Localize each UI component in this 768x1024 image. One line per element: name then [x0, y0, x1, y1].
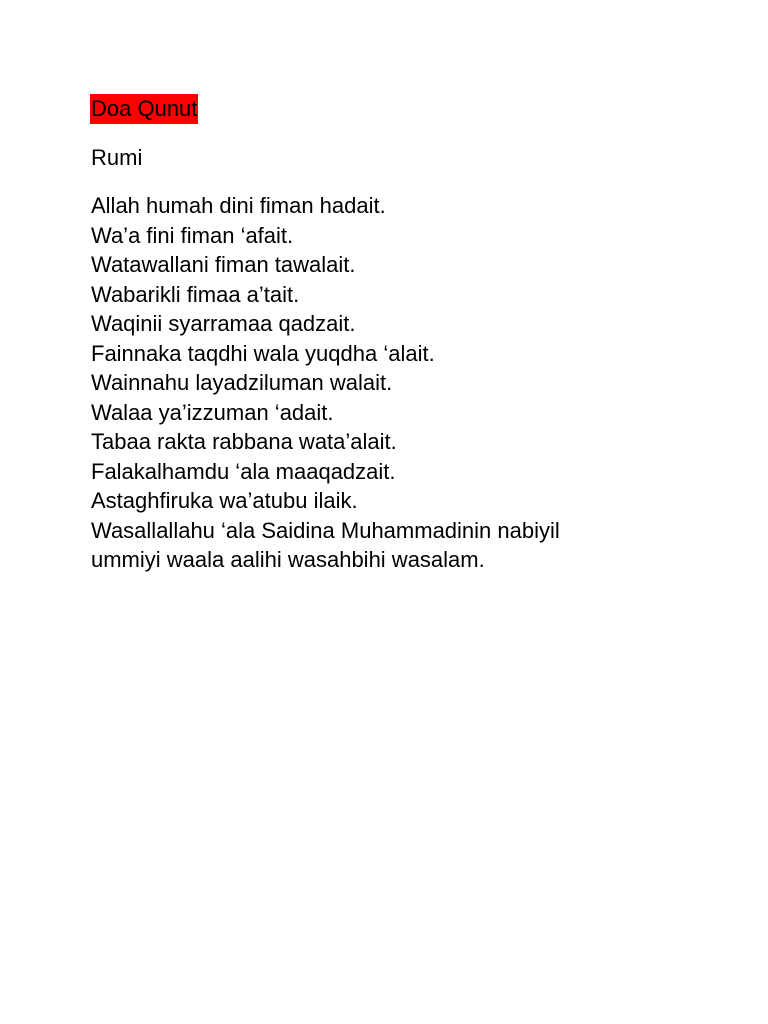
prayer-line: Waqinii syarramaa qadzait. — [91, 311, 356, 336]
prayer-line: Wainnahu layadziluman walait. — [91, 370, 393, 395]
prayer-text — [91, 191, 731, 575]
prayer-line: Tabaa rakta rabbana wata’alait. — [91, 429, 397, 454]
prayer-line: Astaghfiruka wa’atubu ilaik. — [91, 488, 358, 513]
prayer-line: ummiyi waala aalihi wasahbihi wasalam. — [91, 547, 485, 572]
prayer-line: Wabarikli fimaa a’tait. — [91, 281, 300, 307]
prayer-line: Allah humah dini fiman hadait. — [91, 193, 386, 218]
document-title: Doa Qunut — [90, 94, 198, 124]
prayer-line: Walaa ya’izzuman ‘adait. — [91, 399, 334, 425]
document-subtitle: Rumi — [91, 145, 143, 170]
prayer-line: Fainnaka taqdhi wala yuqdha ‘alait. — [91, 340, 435, 366]
prayer-line: Wa’a fini fiman ‘afait. — [91, 222, 294, 248]
prayer-line: Watawallani fiman tawalait. — [91, 252, 356, 277]
prayer-line: Wasallallahu ‘ala Saidina Muhammadinin nabiyil — [91, 517, 560, 543]
prayer-line: Falakalhamdu ‘ala maaqadzait. — [91, 458, 396, 484]
